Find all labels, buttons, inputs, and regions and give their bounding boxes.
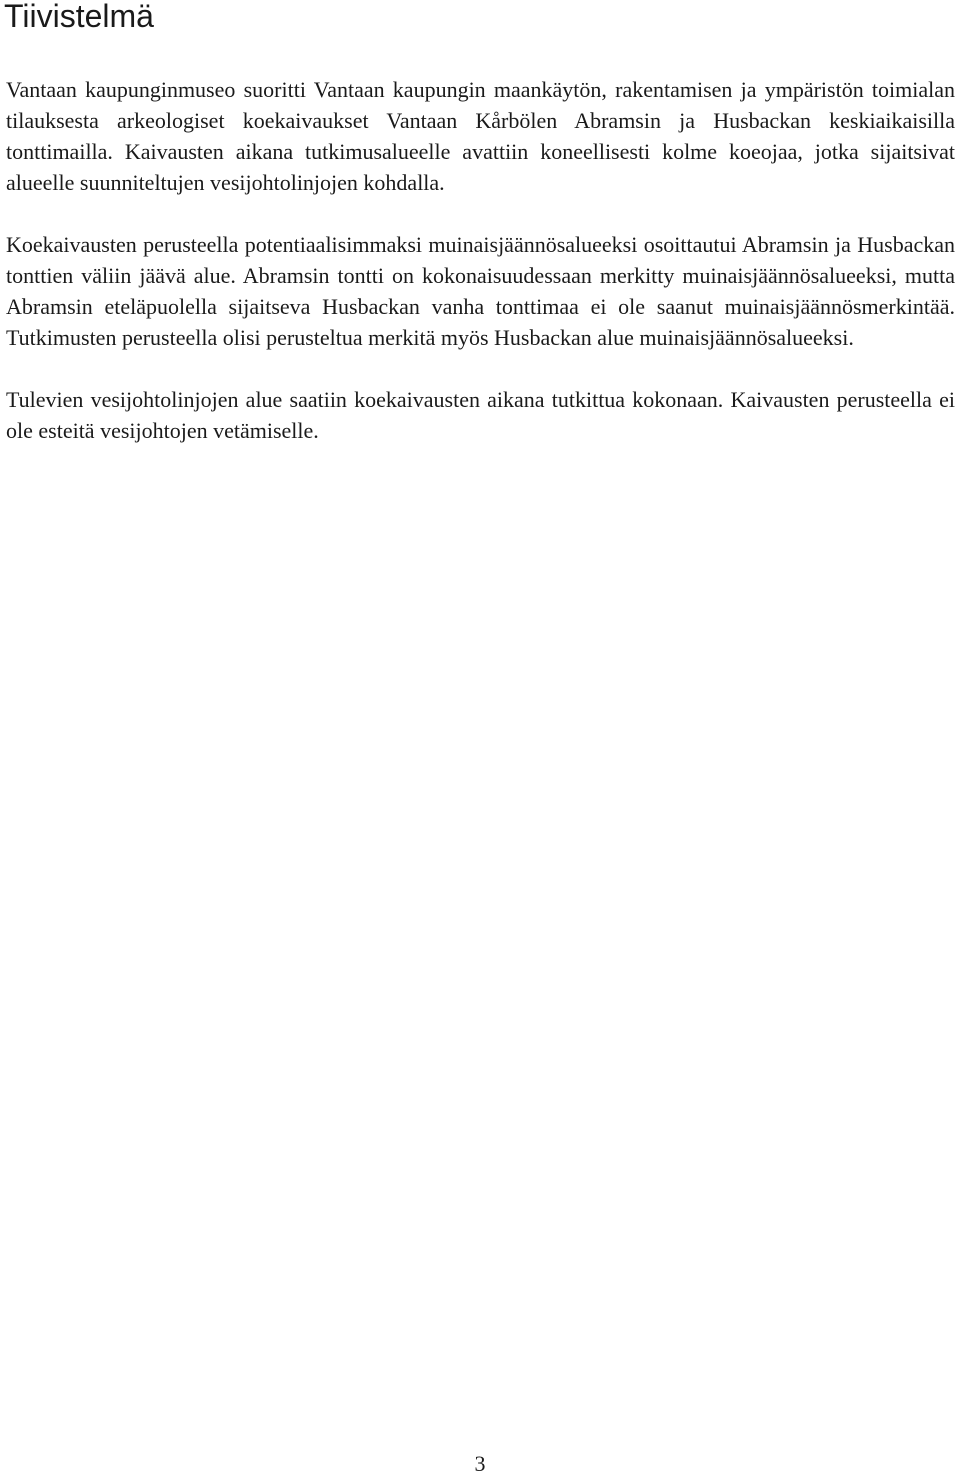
document-body: [6, 74, 955, 477]
page-number: 3: [474, 1451, 486, 1476]
page-title: Tiivistelmä: [4, 0, 154, 34]
paragraph-2: Koekaivausten perusteella potentiaalisimmaksi muinaisjäännösalueeksi osoittautui Abramsin ja Husbackan tonttien väliin jäävä alue. Abramsin tontti on kokonaisuudessaan merkitty muinaisjäännösalueeksi, mutta Abramsin eteläpuolella sijaitseva Husbackan vanha tonttimaa ei ole saanut muinaisjäännösmerkintää. Tutkimusten perusteella olisi perusteltua merkitä myös Husbackan alue muinaisjäännösalueeksi.: [6, 232, 955, 350]
paragraph-3: Tulevien vesijohtolinjojen alue saatiin koekaivausten aikana tutkittua kokonaan. Kaivausten perusteella ei ole esteitä vesijohtojen vetämiselle.: [6, 387, 955, 443]
paragraph-1: Vantaan kaupunginmuseo suoritti Vantaan kaupungin maankäytön, rakentamisen ja ympäristön toimialan tilauksesta arkeologiset koekaivaukset Vantaan Kårbölen Abramsin ja Husbackan keskiaikaisilla tonttimailla. Kaivausten aikana tutkimusalueelle avattiin koneellisesti kolme koeojaa, jotka sijaitsivat alueelle suunniteltujen vesijohtolinjojen kohdalla.: [6, 77, 955, 195]
